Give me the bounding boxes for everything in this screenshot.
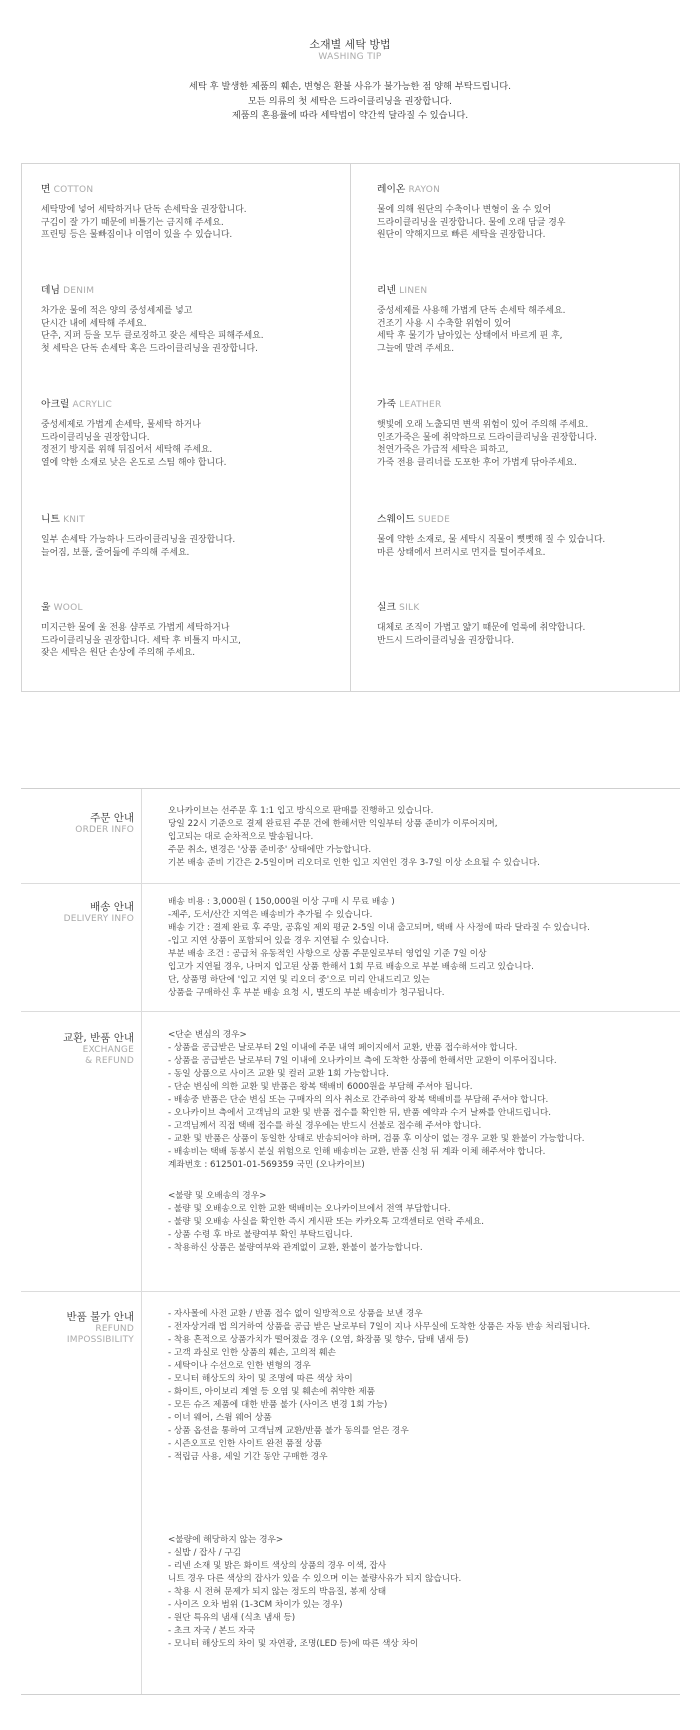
material-desc: 세탁망에 넣어 세탁하거나 단독 손세탁을 권장합니다. 구김이 잘 가기 때문에 비틀기는 금지해 주세요. 프린팅 등은 물빠짐이나 이염이 있을 수 있습니다. (41, 205, 247, 241)
section-title-en: EXCHANGE (82, 1045, 134, 1055)
section-title: 교환, 반품 안내 (63, 1032, 134, 1044)
refund-impossible-body: - 자사몰에 사전 교환 / 반품 접수 없이 일방적으로 상품을 보낸 경우 - 전자상거래 법 의거하여 상품을 공급 받은 날로부터 7일이 지나 사무실에 도착한 상품은 자동 반송 처리됩니다. - 착용 흔적으로 상품가치가 떨어졌을 경우 (오염, 화장품 및 향수, 담배 냄새 등) - 고객 과실로 인한 상품의 훼손, 고의적 훼손 - 세탁이나 수선으로 인한 변형의 경우 - 모니터 해상도의 차이 및 조명에 따른 색상 차이 - 화이트, 아이보리 계열 등 오염 및 훼손에 취약한 제품 - 모든 슈즈 제품에 대한 반품 불가 (사이즈 변경 1회 가능) - 이너 웨어, 스윔 웨어 상품 - 상품 옵션을 통하여 고객님께 교환/반품 불가 동의를 얻은 경우 - 시즌오프로 인한 사이트 완전 품절 상품 - 적립금 사용, 세일 기간 동안 구매한 경우 (168, 1309, 591, 1462)
material-name: 아크릴 (41, 399, 70, 410)
material-name-en: DENIM (63, 286, 95, 296)
delivery-info-body: 배송 비용 : 3,000원 ( 150,000원 이상 구매 시 무료 배송 ) -제주, 도서/산간 지역은 배송비가 추가될 수 있습니다. 배송 기간 : 결제 완료 후 주말, 공휴일 제외 평균 2-5일 이내 출고되며, 택배 사 사정에 따라 달라질 수 있습니다. -입고 지연 상품이 포함되어 있을 경우 지연될 수 있습니다. 부분 배송 조건 : 공급처 유동적인 사항으로 상품 주문일로부터 영업일 기준 7일 이상 입고가 지연될 경우, 나머지 입고된 상품 한해서 1회 무료 배송으로 부분 배송해 드리고 있습니다. 단, 상품명 하단에 '입고 지연 및 리오더 중'으로 미리 안내드리고 있는 상품을 구매하신 후 부분 배송 요청 시, 별도의 부분 배송비가 청구됩니다. (168, 897, 590, 998)
material-desc: 중성세제를 사용해 가볍게 단독 손세탁 해주세요. 건조기 사용 시 수축할 위험이 있어 세탁 후 물기가 남아있는 상태에서 바르게 핀 후, 그늘에 말려 주세요. (377, 306, 566, 354)
page-subtitle: WASHING TIP (318, 52, 382, 62)
material-desc: 일부 손세탁 가능하나 드라이클리닝을 권장합니다. 늘어짐, 보풀, 줄어듦에 주의해 주세요. (41, 535, 236, 558)
refund-impossible-label (24, 1309, 134, 1346)
material-desc: 대체로 조직이 가볍고 얇기 때문에 얼룩에 취약합니다. 반드시 드라이클리닝을 권장합니다. (377, 623, 586, 646)
material-desc: 미지근한 물에 울 전용 샴푸로 가볍게 세탁하거나 드라이클리닝을 권장합니다. 세탁 후 비틀지 마시고, 잦은 세탁은 원단 손상에 주의해 주세요. (41, 623, 241, 659)
page-title: 소재별 세탁 방법 (309, 38, 391, 51)
care-item-cotton (41, 181, 341, 242)
material-desc: 차가운 물에 적은 양의 중성세제를 넣고 단시간 내에 세탁해 주세요. 단추, 지퍼 등을 모두 클로징하고 잦은 세탁은 피해주세요. 첫 세탁은 단독 손세탁 혹은 드라이클리닝을 권장합니다. (41, 306, 264, 354)
care-item-acrylic (41, 396, 341, 469)
material-desc: 물에 약한 소재로, 물 세탁시 직물이 뻣뻣해 질 수 있습니다. 마른 상태에서 브러시로 먼지를 털어주세요. (377, 535, 606, 558)
material-name-en: SUEDE (417, 515, 451, 525)
defect-body: <불량 및 오배송의 경우> - 불량 및 오배송으로 인한 교환 택배비는 오나카이브에서 전액 부담합니다. - 불량 및 오배송 사실을 확인한 즉시 게시판 또는 카카오톡 고객센터로 연락 주세요. - 상품 수령 후 바로 불량여부 확인 부탁드립니다. - 착용하신 상품은 불량여부와 관계없이 교환, 환불이 불가능합니다. (168, 1191, 484, 1253)
care-item-denim (41, 282, 341, 355)
row-divider (21, 1291, 680, 1292)
material-name-en: LEATHER (399, 400, 442, 410)
care-item-suede (377, 511, 677, 559)
washing-tip-box (21, 163, 680, 692)
material-name-en: SILK (399, 603, 420, 613)
care-item-silk (377, 599, 677, 647)
material-name: 레이온 (377, 184, 406, 195)
material-name: 실크 (377, 602, 396, 613)
column-divider (350, 164, 351, 691)
material-name-en: WOOL (53, 603, 83, 613)
section-title-en: & REFUND (85, 1056, 134, 1066)
simple-change-body: <단순 변심의 경우> - 상품을 공급받은 날로부터 2일 이내에 주문 내역 페이지에서 교환, 반품 접수하셔야 합니다. - 상품을 공급받은 날로부터 7일 이내에 오나카이브 측에 도착한 상품에 한해서만 교환이 이루어집니다. - 동일 상품으로 사이즈 교환 및 컬러 교환 1회 가능합니다. - 단순 변심에 의한 교환 및 반품은 왕복 택배비 6000원을 부담해 주셔야 됩니다. - 배송중 반품은 단순 변심 또는 구매자의 의사 취소로 간주하여 왕복 택배비를 부담해 주셔야 합니다. - 오나카이브 측에서 고객님의 교환 및 반품 접수를 확인한 뒤, 반품 예약과 수거 날짜를 안내드립니다. - 고객님께서 직접 택배 접수를 하실 경우에는 반드시 선불로 접수해 주셔야 합니다. - 교환 및 반품은 상품이 동일한 상태로 반송되어야 하며, 검품 후 이상이 없는 경우 교환 및 환불이 가능합니다. - 배송비는 택배 동봉시 분실 위험으로 인해 배송비는 교환, 반품 신청 뒤 계좌 이체 해주셔야 합니다. 계좌번호 : 612501-01-569359 국민 (오나카이브) (168, 1030, 585, 1170)
material-name: 울 (41, 602, 51, 613)
policy-table (21, 788, 680, 1695)
material-name: 리넨 (377, 285, 396, 296)
material-name-en: KNIT (63, 515, 86, 525)
not-defect-body: <불량에 해당하지 않는 경우> - 실밥 / 잡사 / 구김 - 리넨 소재 및 밝은 화이트 색상의 상품의 경우 이색, 잡사 니트 경우 다른 색상의 잡사가 있을 수 있으며 이는 불량사유가 되지 않습니다. - 착용 시 전혀 문제가 되지 않는 정도의 박음질, 봉제 상태 - 사이즈 오차 범위 (1-3CM 차이가 있는 경우) - 원단 특유의 냄새 (식초 냄새 등) - 초크 자국 / 본드 자국 - 모니터 해상도의 차이 및 자연광, 조명(LED 등)에 따른 색상 차이 (168, 1535, 462, 1649)
material-name: 면 (41, 184, 51, 195)
care-item-wool (41, 599, 341, 660)
material-desc: 중성세제로 가볍게 손세탁, 물세탁 하거나 드라이클리닝을 권장합니다. 정전기 방지를 위해 뒤집어서 세탁해 주세요. 열에 약한 소재로 낮은 온도로 스팀 해야 합니다. (41, 420, 227, 468)
material-name: 데님 (41, 285, 60, 296)
intro-notice: 세탁 후 발생한 제품의 훼손, 변형은 환불 사유가 불가능한 점 양해 부탁드립니다. 모든 의류의 첫 세탁은 드라이클리닝을 권장합니다. 제품의 혼용률에 따라 세탁법이 약간씩 달라질 수 있습니다. (189, 81, 511, 121)
material-name: 가죽 (377, 399, 396, 410)
label-divider (141, 789, 142, 1694)
exchange-refund-label (24, 1030, 134, 1067)
order-info-body: 오나카이브는 선주문 후 1:1 입고 방식으로 판매를 진행하고 있습니다. 당일 22시 기준으로 결제 완료된 주문 건에 한해서만 익일부터 상품 준비가 이루어지며, 입고되는 대로 순차적으로 발송됩니다. 주문 취소, 변경은 '상품 준비중' 상태에만 가능합니다. 기본 배송 준비 기간은 2-5일이며 리오더로 인한 입고 지연인 경우 3-7일 이상 소요될 수 있습니다. (168, 806, 540, 868)
section-title-en: IMPOSSIBILITY (66, 1335, 134, 1345)
section-title: 반품 불가 안내 (66, 1311, 134, 1323)
section-title: 배송 안내 (90, 901, 134, 913)
material-name-en: LINEN (399, 286, 428, 296)
care-item-linen (377, 282, 677, 355)
care-item-leather (377, 396, 677, 469)
order-info-label (24, 810, 134, 836)
material-desc: 햇빛에 오래 노출되면 변색 위험이 있어 주의해 주세요. 인조가죽은 물에 취약하므로 드라이클리닝을 권장합니다. 천연가죽은 가급적 세탁은 피하고, 가죽 전용 클리너를 도포한 후어 가볍게 닦아주세요. (377, 420, 597, 468)
row-divider (21, 883, 680, 884)
material-name-en: RAYON (408, 185, 441, 195)
section-title-en: DELIVERY INFO (63, 914, 134, 924)
delivery-info-label (24, 899, 134, 925)
section-title: 주문 안내 (90, 812, 134, 824)
material-name: 니트 (41, 514, 60, 525)
material-name: 스웨이드 (377, 514, 415, 525)
material-name-en: ACRYLIC (72, 400, 113, 410)
care-item-rayon (377, 181, 677, 242)
row-divider (21, 1011, 680, 1012)
section-title-en: REFUND (95, 1324, 134, 1334)
material-desc: 물에 의해 원단의 수축이나 변형이 올 수 있어 드라이클리닝을 권장합니다. 물에 오래 담글 경우 원단이 약해지므로 빠른 세탁을 권장합니다. (377, 205, 566, 241)
care-item-knit (41, 511, 341, 559)
section-title-en: ORDER INFO (75, 825, 134, 835)
material-name-en: COTTON (53, 185, 94, 195)
